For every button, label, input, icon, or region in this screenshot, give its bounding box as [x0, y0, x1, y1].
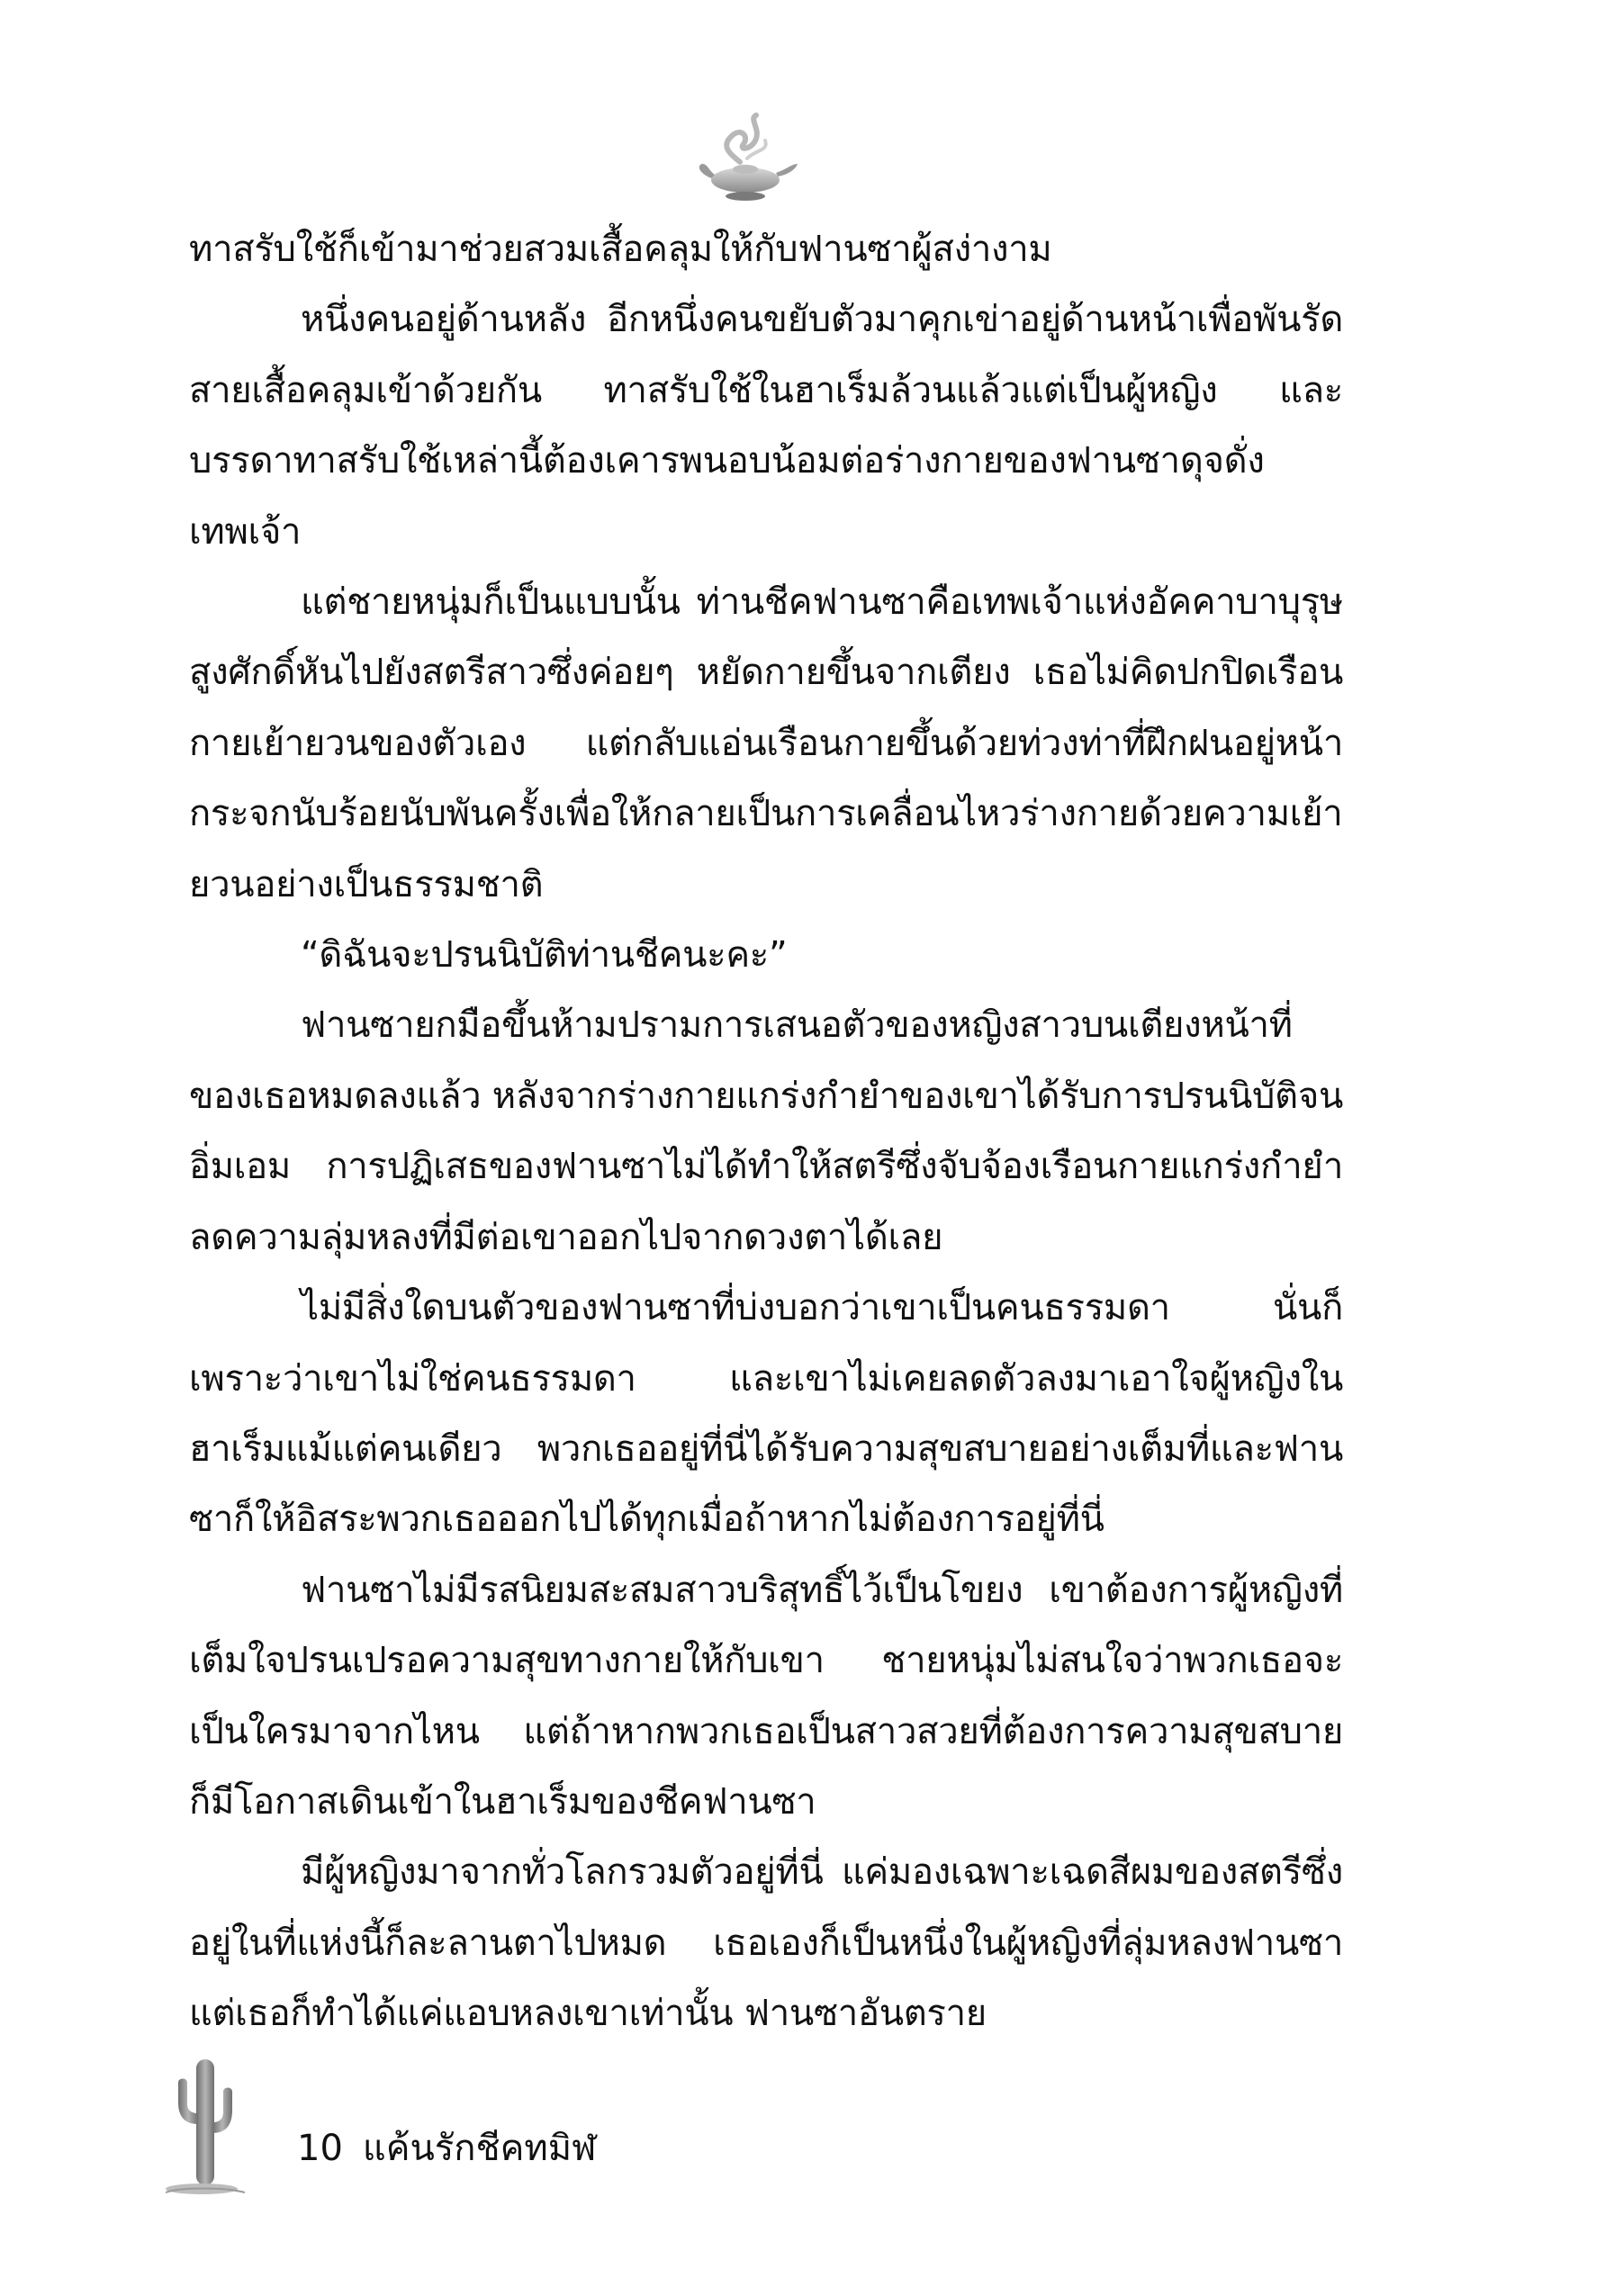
- genie-lamp-icon: [693, 110, 801, 209]
- page-number: 10: [297, 2128, 343, 2169]
- paragraph: ทาสรับใช้ก็เข้ามาช่วยสวมเสื้อคลุมให้กับฟานซาผู้สง่างาม: [189, 229, 1052, 270]
- paragraph: ฟานซาไม่มีรสนิยมสะสมสาวบริสุทธิ์ไว้เป็นโขยง เขาต้องการผู้หญิงที่เต็มใจปรนเปรอความสุขทางกายให้กับเขา ชายหนุ่มไม่สนใจว่าพวกเธอจะเป็นใครมาจากไหน แต่ถ้าหากพวกเธอเป็นสาวสวยที่ต้องการความสุขสบาย ก็มีโอกาสเดินเข้าในฮาเร็มของชีคฟานซา: [189, 1569, 1343, 1823]
- paragraph: แต่ชายหนุ่มก็เป็นแบบนั้น ท่านชีคฟานซาคือเทพเจ้าแห่งอัคคาบาบุรุษสูงศักดิ์หันไปยังสตรีสาวซึ่งค่อยๆ หยัดกายขึ้นจากเตียง เธอไม่คิดปกปิดเรือนกายเย้ายวนของตัวเอง แต่กลับแอ่นเรือนกายขึ้นด้วยท่วงท่าที่ฝึกฝนอยู่หน้ากระจกนับร้อยนับพันครั้งเพื่อให้กลายเป็นการเคลื่อนไหวร่างกายด้วยความเย้ายวนอย่างเป็นธรรมชาติ: [189, 581, 1343, 905]
- page-footer: [162, 2052, 702, 2196]
- book-title: แค้นรักชีคทมิฬ: [362, 2128, 597, 2169]
- paragraph: ฟานซายกมือขึ้นห้ามปรามการเสนอตัวของหญิงสาวบนเตียงหน้าที่ของเธอหมดลงแล้ว หลังจากร่างกายแกร่งกำยำของเขาได้รับการปรนนิบัติจนอิ่มเอม การปฏิเสธของฟานซาไม่ได้ทำให้สตรีซึ่งจับจ้องเรือนกายแกร่งกำยำลดความลุ่มหลงที่มีต่อเขาออกไปจากดวงตาได้เลย: [189, 1004, 1343, 1258]
- body-text: [189, 214, 1343, 2049]
- dialogue-paragraph: “ดิฉันจะปรนนิบัติท่านชีคนะคะ”: [301, 934, 788, 977]
- paragraph: ไม่มีสิ่งใดบนตัวของฟานซาที่บ่งบอกว่าเขาเป็นคนธรรมดา นั่นก็เพราะว่าเขาไม่ใช่คนธรรมดา และเขาไม่เคยลดตัวลงมาเอาใจผู้หญิงในฮาเร็มแม้แต่คนเดียว พวกเธออยู่ที่นี่ได้รับความสุขสบายอย่างเต็มที่และฟานซาก็ให้อิสระพวกเธอออกไปได้ทุกเมื่อถ้าหากไม่ต้องการอยู่ที่นี่: [189, 1287, 1343, 1541]
- footer-caption: [297, 2126, 616, 2171]
- paragraph: หนึ่งคนอยู่ด้านหลัง อีกหนึ่งคนขยับตัวมาคุกเข่าอยู่ด้านหน้าเพื่อพันรัดสายเสื้อคลุมเข้าด้วยกัน ทาสรับใช้ในฮาเร็มล้วนแล้วแต่เป็นผู้หญิง และบรรดาทาสรับใช้เหล่านี้ต้องเคารพนอบน้อมต่อร่างกายของฟานซาดุจดั่งเทพเจ้า: [189, 299, 1343, 553]
- paragraph: มีผู้หญิงมาจากทั่วโลกรวมตัวอยู่ที่นี่ แค่มองเฉพาะเฉดสีผมของสตรีซึ่งอยู่ในที่แห่งนี้ก็ละลานตาไปหมด เธอเองก็เป็นหนึ่งในผู้หญิงที่ลุ่มหลงฟานซา แต่เธอก็ทำได้แค่แอบหลงเขาเท่านั้น ฟานซาอันตราย: [189, 1851, 1343, 2035]
- cactus-icon: [162, 2052, 248, 2196]
